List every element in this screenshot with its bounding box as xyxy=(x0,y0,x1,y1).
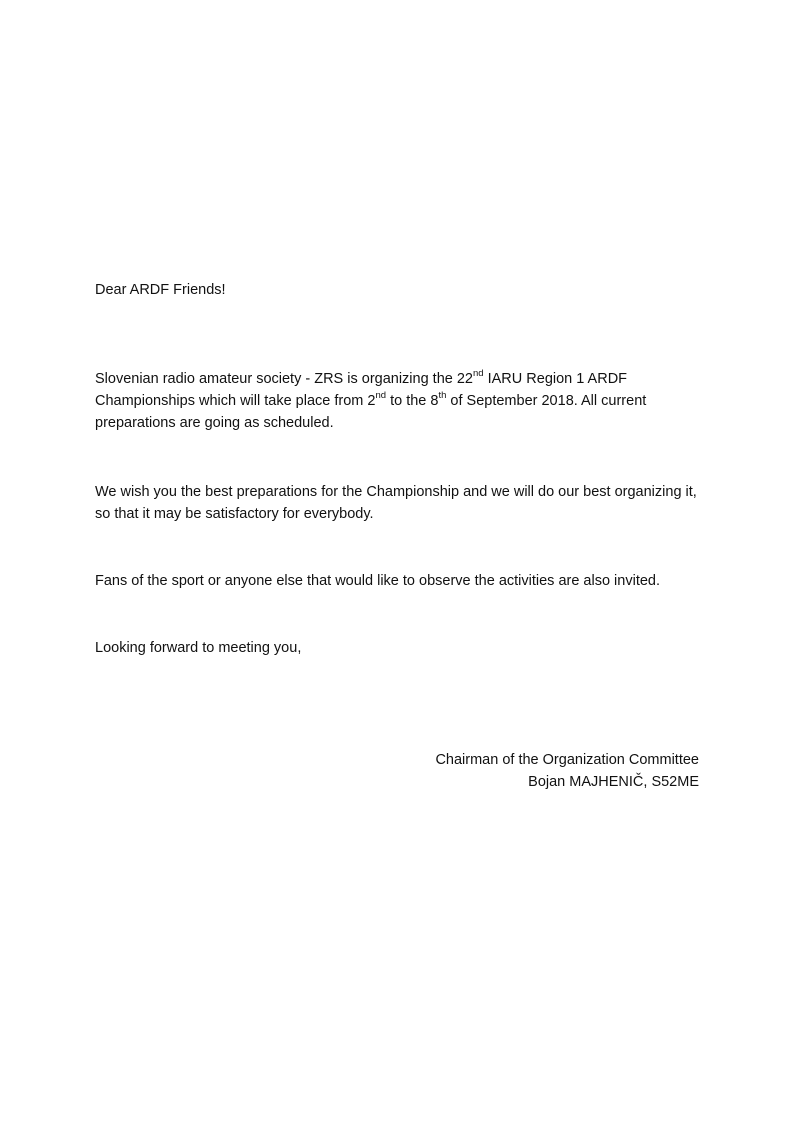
paragraph-best-wishes: We wish you the best preparations for the Championship and we will do our best organizing it, so that it may be satisfactory for everybody. xyxy=(95,484,697,522)
greeting-line: Dear ARDF Friends! xyxy=(95,282,226,298)
closing-line: Looking forward to meeting you, xyxy=(95,640,302,656)
signature-block xyxy=(435,749,699,793)
ordinal-suffix-8th: th xyxy=(438,390,447,402)
paragraph1-part1: Slovenian radio amateur society - ZRS is organizing the 22 xyxy=(95,371,473,387)
ordinal-suffix-2nd: nd xyxy=(375,390,387,402)
paragraph1-part2: IARU Region 1 ARDF Championships which will take place from 2 xyxy=(95,371,628,409)
signature-title: Chairman of the Organization Committee xyxy=(435,752,699,768)
ordinal-suffix-22nd: nd xyxy=(473,368,484,380)
signature-name: Bojan MAJHENIČ, S52ME xyxy=(528,774,699,790)
paragraph-championship-announcement xyxy=(95,368,705,434)
paragraph1-part4: of September 2018. All current preparations are going as scheduled. xyxy=(95,393,647,431)
paragraph-fans-invited: Fans of the sport or anyone else that would like to observe the activities are also invited. xyxy=(95,573,661,589)
paragraph1-part3: to the 8 xyxy=(386,393,439,409)
